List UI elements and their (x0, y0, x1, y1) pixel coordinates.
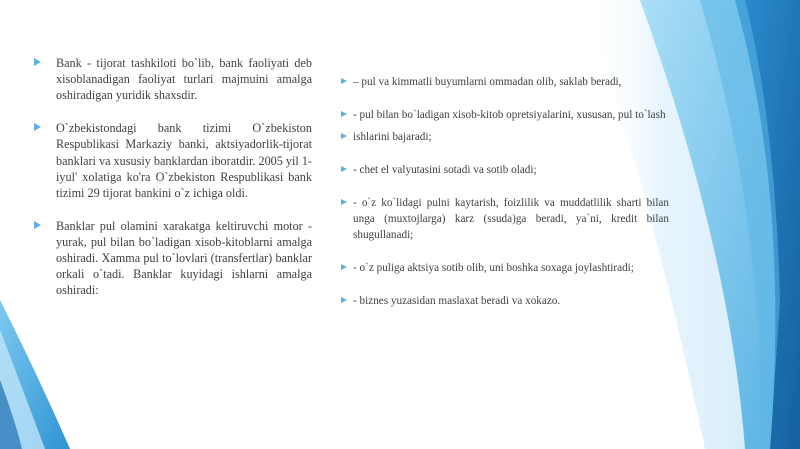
bullet-arrow-icon (341, 166, 347, 172)
right-item-text: – pul va kimmatli buyumlarni ommadan olib, saklab beradi, (353, 76, 622, 88)
left-bullet-item (34, 55, 312, 104)
bullet-arrow-icon (341, 199, 347, 205)
right-bullet-item (341, 195, 669, 243)
right-bullet-item (341, 293, 669, 309)
right-item-text: - biznes yuzasidan maslaxat beradi va xokazo. (353, 295, 561, 307)
bullet-arrow-icon (341, 111, 347, 117)
right-bullet-item (341, 162, 669, 178)
right-item-text: - chet el valyutasini sotadi va sotib oladi; (353, 164, 537, 176)
bullet-arrow-icon (34, 123, 41, 131)
right-item-text: ishlarini bajaradi; (353, 131, 432, 143)
right-bullet-item (341, 260, 669, 276)
bullet-arrow-icon (341, 133, 347, 139)
left-item-text: Banklar pul olamini xarakatga keltiruvchi motor - yurak, pul bilan bo`ladigan xisob-kitoblarni amalga oshiradi. Xamma pul to`lovlari (transfertlar) banklar orkali o`tadi. Banklar kuyidagi ishlarni amalga oshiradi: (56, 218, 312, 298)
right-item-text: - o`z ko`lidagi pulni kaytarish, foizlilik va muddatlilik sharti bilan unga (muxtojlarga) karz (ssuda)ga beradi, ya`ni, kredit bilan shugullanadi; (353, 197, 669, 241)
right-item-text: - o`z puliga aktsiya sotib olib, uni boshka soxaga joylashtiradi; (353, 262, 634, 274)
left-bullet-item (34, 218, 312, 299)
right-bullet-item (341, 129, 669, 145)
bullet-arrow-icon (341, 297, 347, 303)
right-column (341, 74, 669, 326)
right-item-text: - pul bilan bo`ladigan xisob-kitob opretsiyalarini, xususan, pul to`lash (353, 109, 666, 121)
left-item-text: O`zbekistondagi bank tizimi O`zbekiston Respublikasi Markaziy banki, aktsiyadorlik-tijorat banklari va xususiy banklardan iboratdir. 2005 yil 1-iyul' xolatiga ko'ra O`zbekiston Respublikasi bank tizimi 29 tijorat bankini o`z ichiga oldi. (56, 121, 312, 200)
left-column (34, 55, 312, 315)
bullet-arrow-icon (34, 58, 41, 66)
left-item-text: Bank - tijorat tashkiloti bo`lib, bank faoliyati deb xisoblanadigan faoliyat turlari majmuini amalga oshiradigan yuridik shaxsdir. (56, 56, 312, 103)
right-bullet-item (341, 107, 669, 123)
bullet-arrow-icon (34, 221, 41, 229)
right-bullet-item (341, 74, 669, 90)
bullet-arrow-icon (341, 78, 347, 84)
bullet-arrow-icon (341, 264, 347, 270)
left-bullet-item (34, 120, 312, 201)
